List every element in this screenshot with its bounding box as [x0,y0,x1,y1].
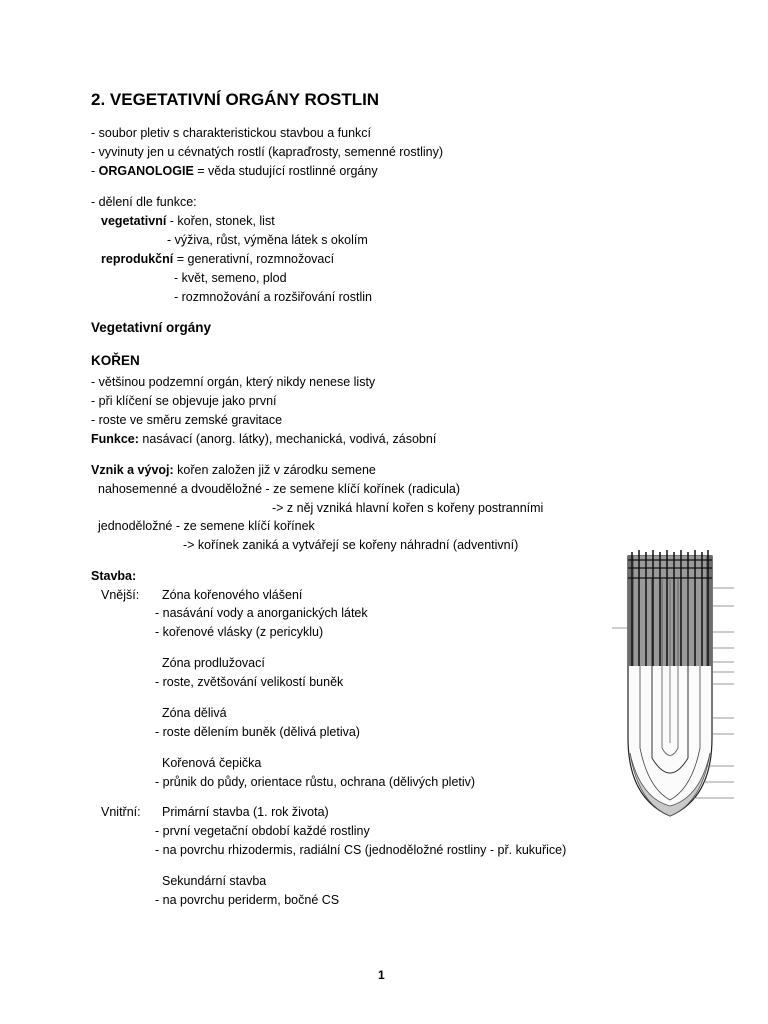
koren-functions [91,432,436,447]
secondary-structure-line-a: - na povrchu periderm, bočné CS [155,893,340,907]
division-reproductive-sub-2: - rozmnožování a rozšiřování rostlin [174,290,372,304]
division-vegetative [101,214,275,229]
functions-text: nasávací (anorg. látky), mechanická, vodivá, zásobní [138,432,437,446]
division-reproductive [101,252,334,267]
vznik-line-2: nahosemenné a dvouděložné - ze semene klíčí kořínek (radicula) [98,482,461,496]
zone-2-title: Zóna prodlužovací [162,656,265,670]
intro-line-3-prefix: - [91,164,99,178]
division-heading: - dělení dle funkce: [91,195,197,209]
vznik-text: kořen založen již v zárodku semene [173,463,376,477]
intro-line-3-rest: = věda studující rostlinné orgány [193,164,378,178]
zone-4-line-a: - průnik do půdy, orientace růstu, ochrana (dělivých pletiv) [155,775,476,789]
primary-structure-line-b: - na povrchu rhizodermis, radiální CS (jednoděložné rostliny - př. kukuřice) [155,843,567,857]
koren-line-1: - většinou podzemní orgán, který nikdy nenese listy [91,375,376,389]
stavba-heading: Stavba: [91,569,137,583]
primary-structure-title: Primární stavba (1. rok života) [162,805,329,819]
inner-structure-label: Vnitřní: [101,805,141,819]
zone-3-title: Zóna dělivá [162,706,227,720]
vznik-line-3: -> z něj vzniká hlavní kořen s kořeny postranními [272,501,544,515]
vznik-line-5: -> kořínek zaniká a vytvářejí se kořeny náhradní (adventivní) [183,538,519,552]
intro-line-1: - soubor pletiv s charakteristickou stavbou a funkcí [91,126,371,140]
section-heading-vegetative-organs: Vegetativní orgány [91,320,212,335]
organologie-term: ORGANOLOGIE [98,164,194,178]
vegetative-term: vegetativní [101,214,167,228]
division-reproductive-sub-1: - květ, semeno, plod [174,271,287,285]
page-number: 1 [378,968,385,982]
root-diagram-image [608,548,738,848]
vegetative-desc: - kořen, stonek, list [166,214,275,228]
zone-2-line-a: - roste, zvětšování velikostí buněk [155,675,344,689]
zone-1-title: Zóna kořenového vlášení [162,588,303,602]
koren-line-3: - roste ve směru zemské gravitace [91,413,283,427]
outer-structure-label: Vnější: [101,588,140,602]
intro-line-3 [91,164,378,179]
vznik-label: Vznik a vývoj: [91,463,174,477]
vznik-line-1 [91,463,376,478]
zone-1-line-b: - kořenové vlásky (z pericyklu) [155,625,324,639]
zone-1-line-a: - nasávání vody a anorganických látek [155,606,368,620]
page-title: 2. VEGETATIVNÍ ORGÁNY ROSTLIN [91,90,380,109]
reproductive-desc: = generativní, rozmnožovací [173,252,335,266]
reproductive-term: reprodukční [101,252,174,266]
zone-3-line-a: - roste dělením buněk (dělivá pletiva) [155,725,360,739]
koren-line-2: - při klíčení se objevuje jako první [91,394,277,408]
division-vegetative-sub: - výživa, růst, výměna látek s okolím [167,233,368,247]
secondary-structure-title: Sekundární stavba [162,874,267,888]
functions-label: Funkce: [91,432,139,446]
zone-4-title: Kořenová čepička [162,756,262,770]
primary-structure-line-a: - první vegetační období každé rostliny [155,824,370,838]
section-heading-koren: KOŘEN [91,353,140,368]
vznik-line-4: jednoděložné - ze semene klíčí kořínek [98,519,315,533]
intro-line-2: - vyvinuty jen u cévnatých rostlí (kapraďrosty, semenné rostliny) [91,145,444,159]
